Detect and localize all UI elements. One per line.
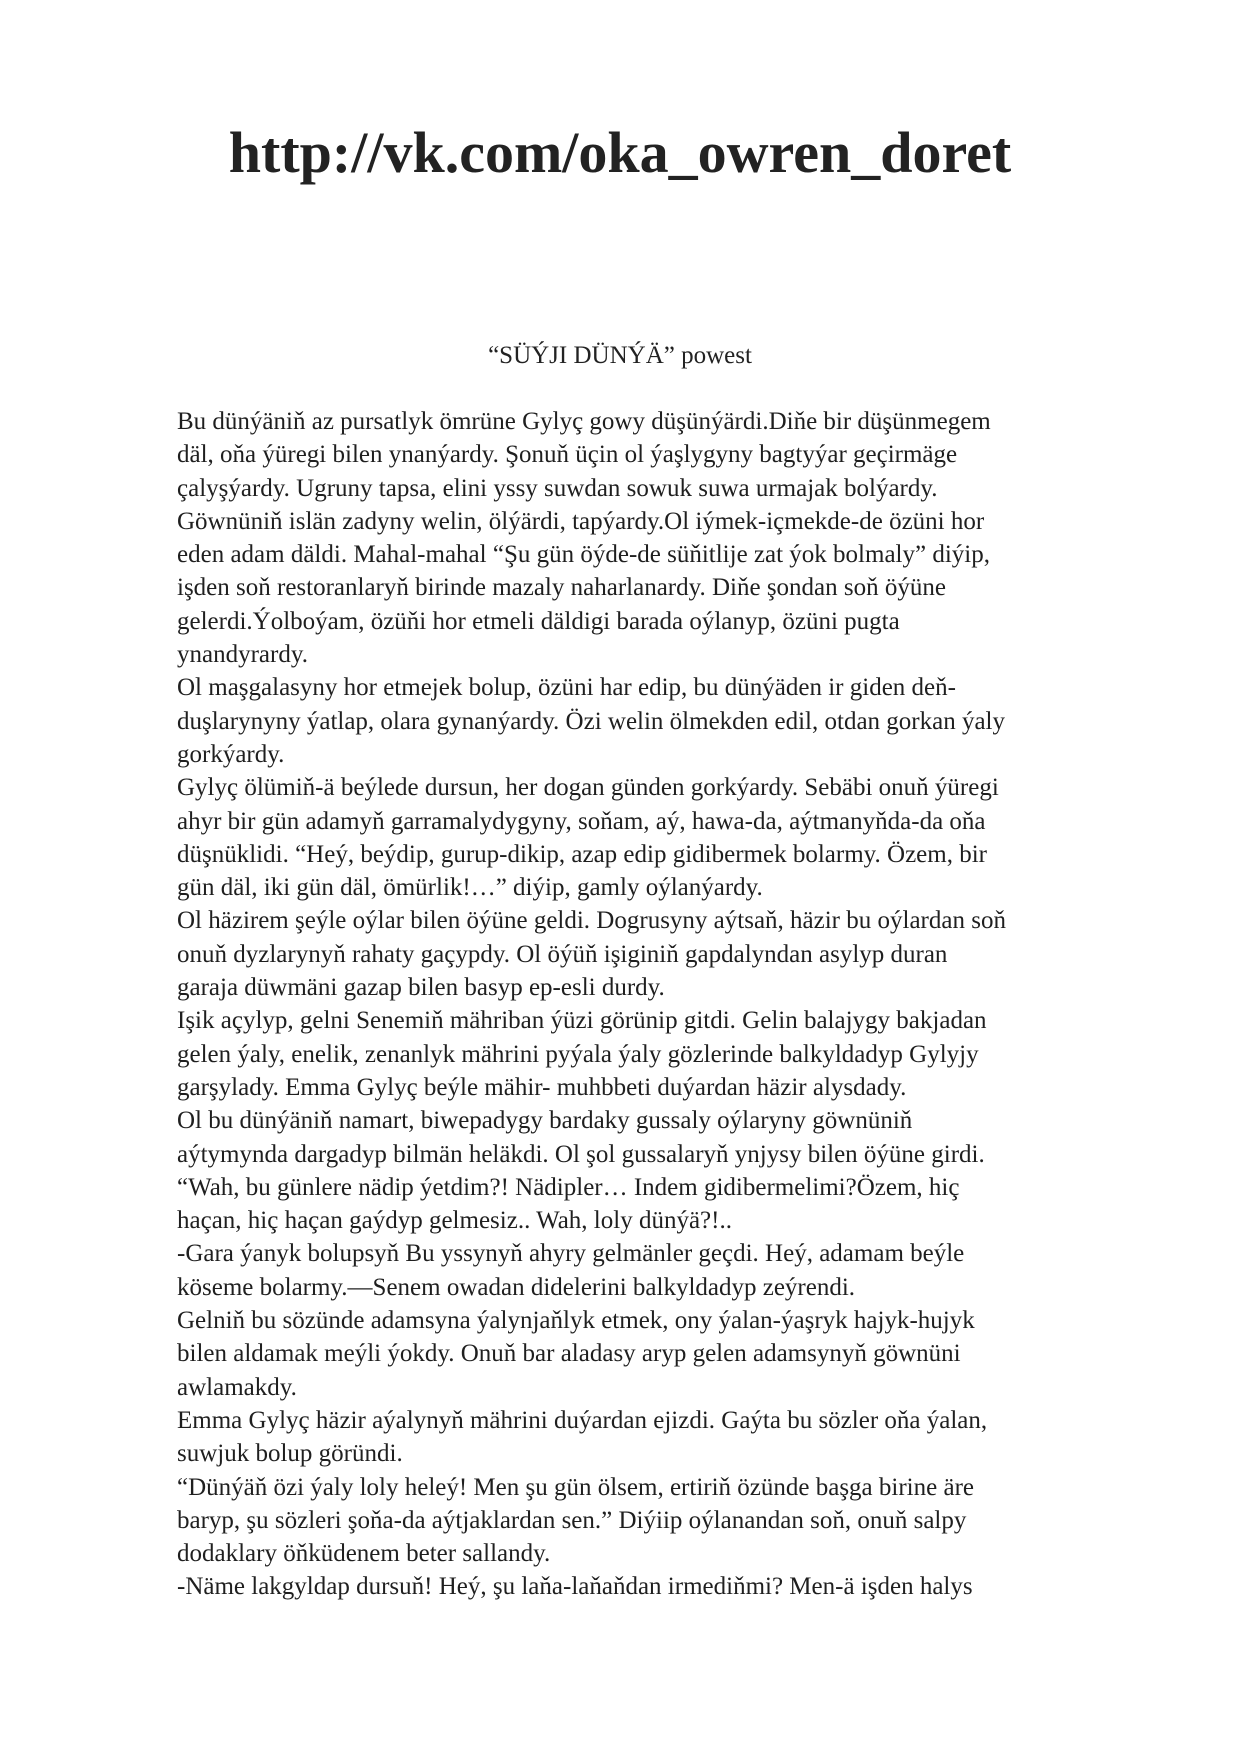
text-line: dodaklary öňküdenem beter sallandy. (177, 1540, 551, 1568)
story-body (177, 405, 1177, 1604)
text-line: “Dünýäň özi ýaly loly heleý! Men şu gün ölsem, ertiriň özünde başga birine äre (177, 1473, 974, 1501)
text-line: Ol häzirem şeýle oýlar bilen öýüne geldi. Dogrusyny aýtsaň, häzir bu oýlardan soň (177, 907, 1006, 935)
text-line: Emma Gylyç häzir aýalynyň mährini duýardan ejizdi. Gaýta bu sözler oňa ýalan, (177, 1406, 988, 1434)
text-line: Işik açylyp, gelni Senemiň mähriban ýüzi görünip gitdi. Gelin balajygy bakjadan (177, 1007, 987, 1035)
text-line: gün däl, iki gün däl, ömürlik!…” diýip, gamly oýlanýardy. (177, 874, 763, 902)
text-line: düşnüklidi. “Heý, beýdip, gurup-dikip, azap edip gidibermek bolarmy. Özem, bir (177, 840, 987, 868)
text-line: duşlarynyny ýatlap, olara gynanýardy. Özi welin ölmekden edil, otdan gorkan ýaly (177, 707, 1006, 735)
text-line: ynandyrardy. (177, 641, 308, 669)
text-line: Bu dünýäniň az pursatlyk ömrüne Gylyç gowy düşünýärdi.Diňe bir düşünmegem (177, 408, 991, 435)
text-line: gelerdi.Ýolboýam, özüňi hor etmeli däldigi barada oýlanyp, özüni pugta (177, 607, 900, 635)
text-line: awlamakdy. (177, 1373, 297, 1401)
text-line: gelen ýaly, enelik, zenanlyk mährini pyýala ýaly gözlerinde balkyldadyp Gylyjy (177, 1040, 979, 1068)
text-line: Gylyç ölümiň-ä beýlede dursun, her dogan günden gorkýardy. Sebäbi onuň ýüregi (177, 774, 999, 802)
text-line: Gelniň bu sözünde adamsyna ýalynjaňlyk etmek, ony ýalan-ýaşryk hajyk-hujyk (177, 1307, 975, 1335)
story-title: “SÜÝJI DÜNÝÄ” powest (488, 342, 752, 369)
text-line: Ol maşgalasyny hor etmejek bolup, özüni har edip, bu dünýäden ir giden deň- (177, 674, 956, 702)
text-line: haçan, hiç haçan gaýdyp gelmesiz.. Wah, loly dünýä?!.. (177, 1207, 732, 1235)
text-line: “Wah, bu günlere nädip ýetdim?! Nädipler… Indem gidibermelimi?Özem, hiç (177, 1173, 960, 1201)
site-url-heading: http://vk.com/oka_owren_doret (228, 120, 1012, 185)
text-line: ahyr bir gün adamyň garramalydygyny, soňam, aý, hawa-da, aýtmanyňda-da oňa (177, 807, 986, 835)
text-line: çalyşýardy. Ugruny tapsa, elini yssy suwdan sowuk suwa urmajak bolýardy. (177, 474, 938, 502)
text-line: däl, oňa ýüregi bilen ynanýardy. Şonuň üçin ol ýaşlygyny bagtyýar geçirmäge (177, 441, 958, 469)
text-line: garşylady. Emma Gylyç beýle mähir- muhbbeti duýardan häzir alysdady. (177, 1073, 907, 1101)
text-line: bilen aldamak meýli ýokdy. Onuň bar aladasy aryp gelen adamsynyň göwnüni (177, 1340, 961, 1368)
text-line: suwjuk bolup göründi. (177, 1440, 403, 1468)
text-line: eden adam däldi. Mahal-mahal “Şu gün öýde-de süňitlije zat ýok bolmaly” diýip, (177, 541, 990, 569)
text-line: gorkýardy. (177, 740, 285, 768)
text-line: garaja düwmäni gazap bilen basyp ep-esli durdy. (177, 974, 665, 1002)
text-line: Göwnüniň islän zadyny welin, ölýärdi, tapýardy.Ol iýmek-içmekde-de özüni hor (177, 507, 985, 535)
text-line: aýtymynda dargadyp bilmän heläkdi. Ol şol gussalaryň ynjysy bilen öýüne girdi. (177, 1140, 985, 1168)
text-line: işden soň restoranlaryň birinde mazaly naharlanardy. Diňe şondan soň öýüne (177, 574, 946, 602)
text-line: -Gara ýanyk bolupsyň Bu yssynyň ahyry gelmänler geçdi. Heý, adamam beýle (177, 1240, 965, 1268)
text-line: köseme bolarmy.—Senem owadan didelerini balkyldadyp zeýrendi. (177, 1273, 856, 1301)
text-line: Ol bu dünýäniň namart, biwepadygy bardaky gussaly oýlaryny göwnüniň (177, 1107, 913, 1135)
text-line: -Näme lakgyldap dursuň! Heý, şu laňa-laňaňdan irmediňmi? Men-ä işden halys (177, 1573, 973, 1601)
text-line: onuň dyzlarynyň rahaty gaçypdy. Ol öýüň işiginiň gapdalyndan asylyp duran (177, 940, 948, 968)
text-line: baryp, şu sözleri şoňa-da aýtjaklardan sen.” Diýiip oýlanandan soň, onuň salpy (177, 1506, 967, 1534)
